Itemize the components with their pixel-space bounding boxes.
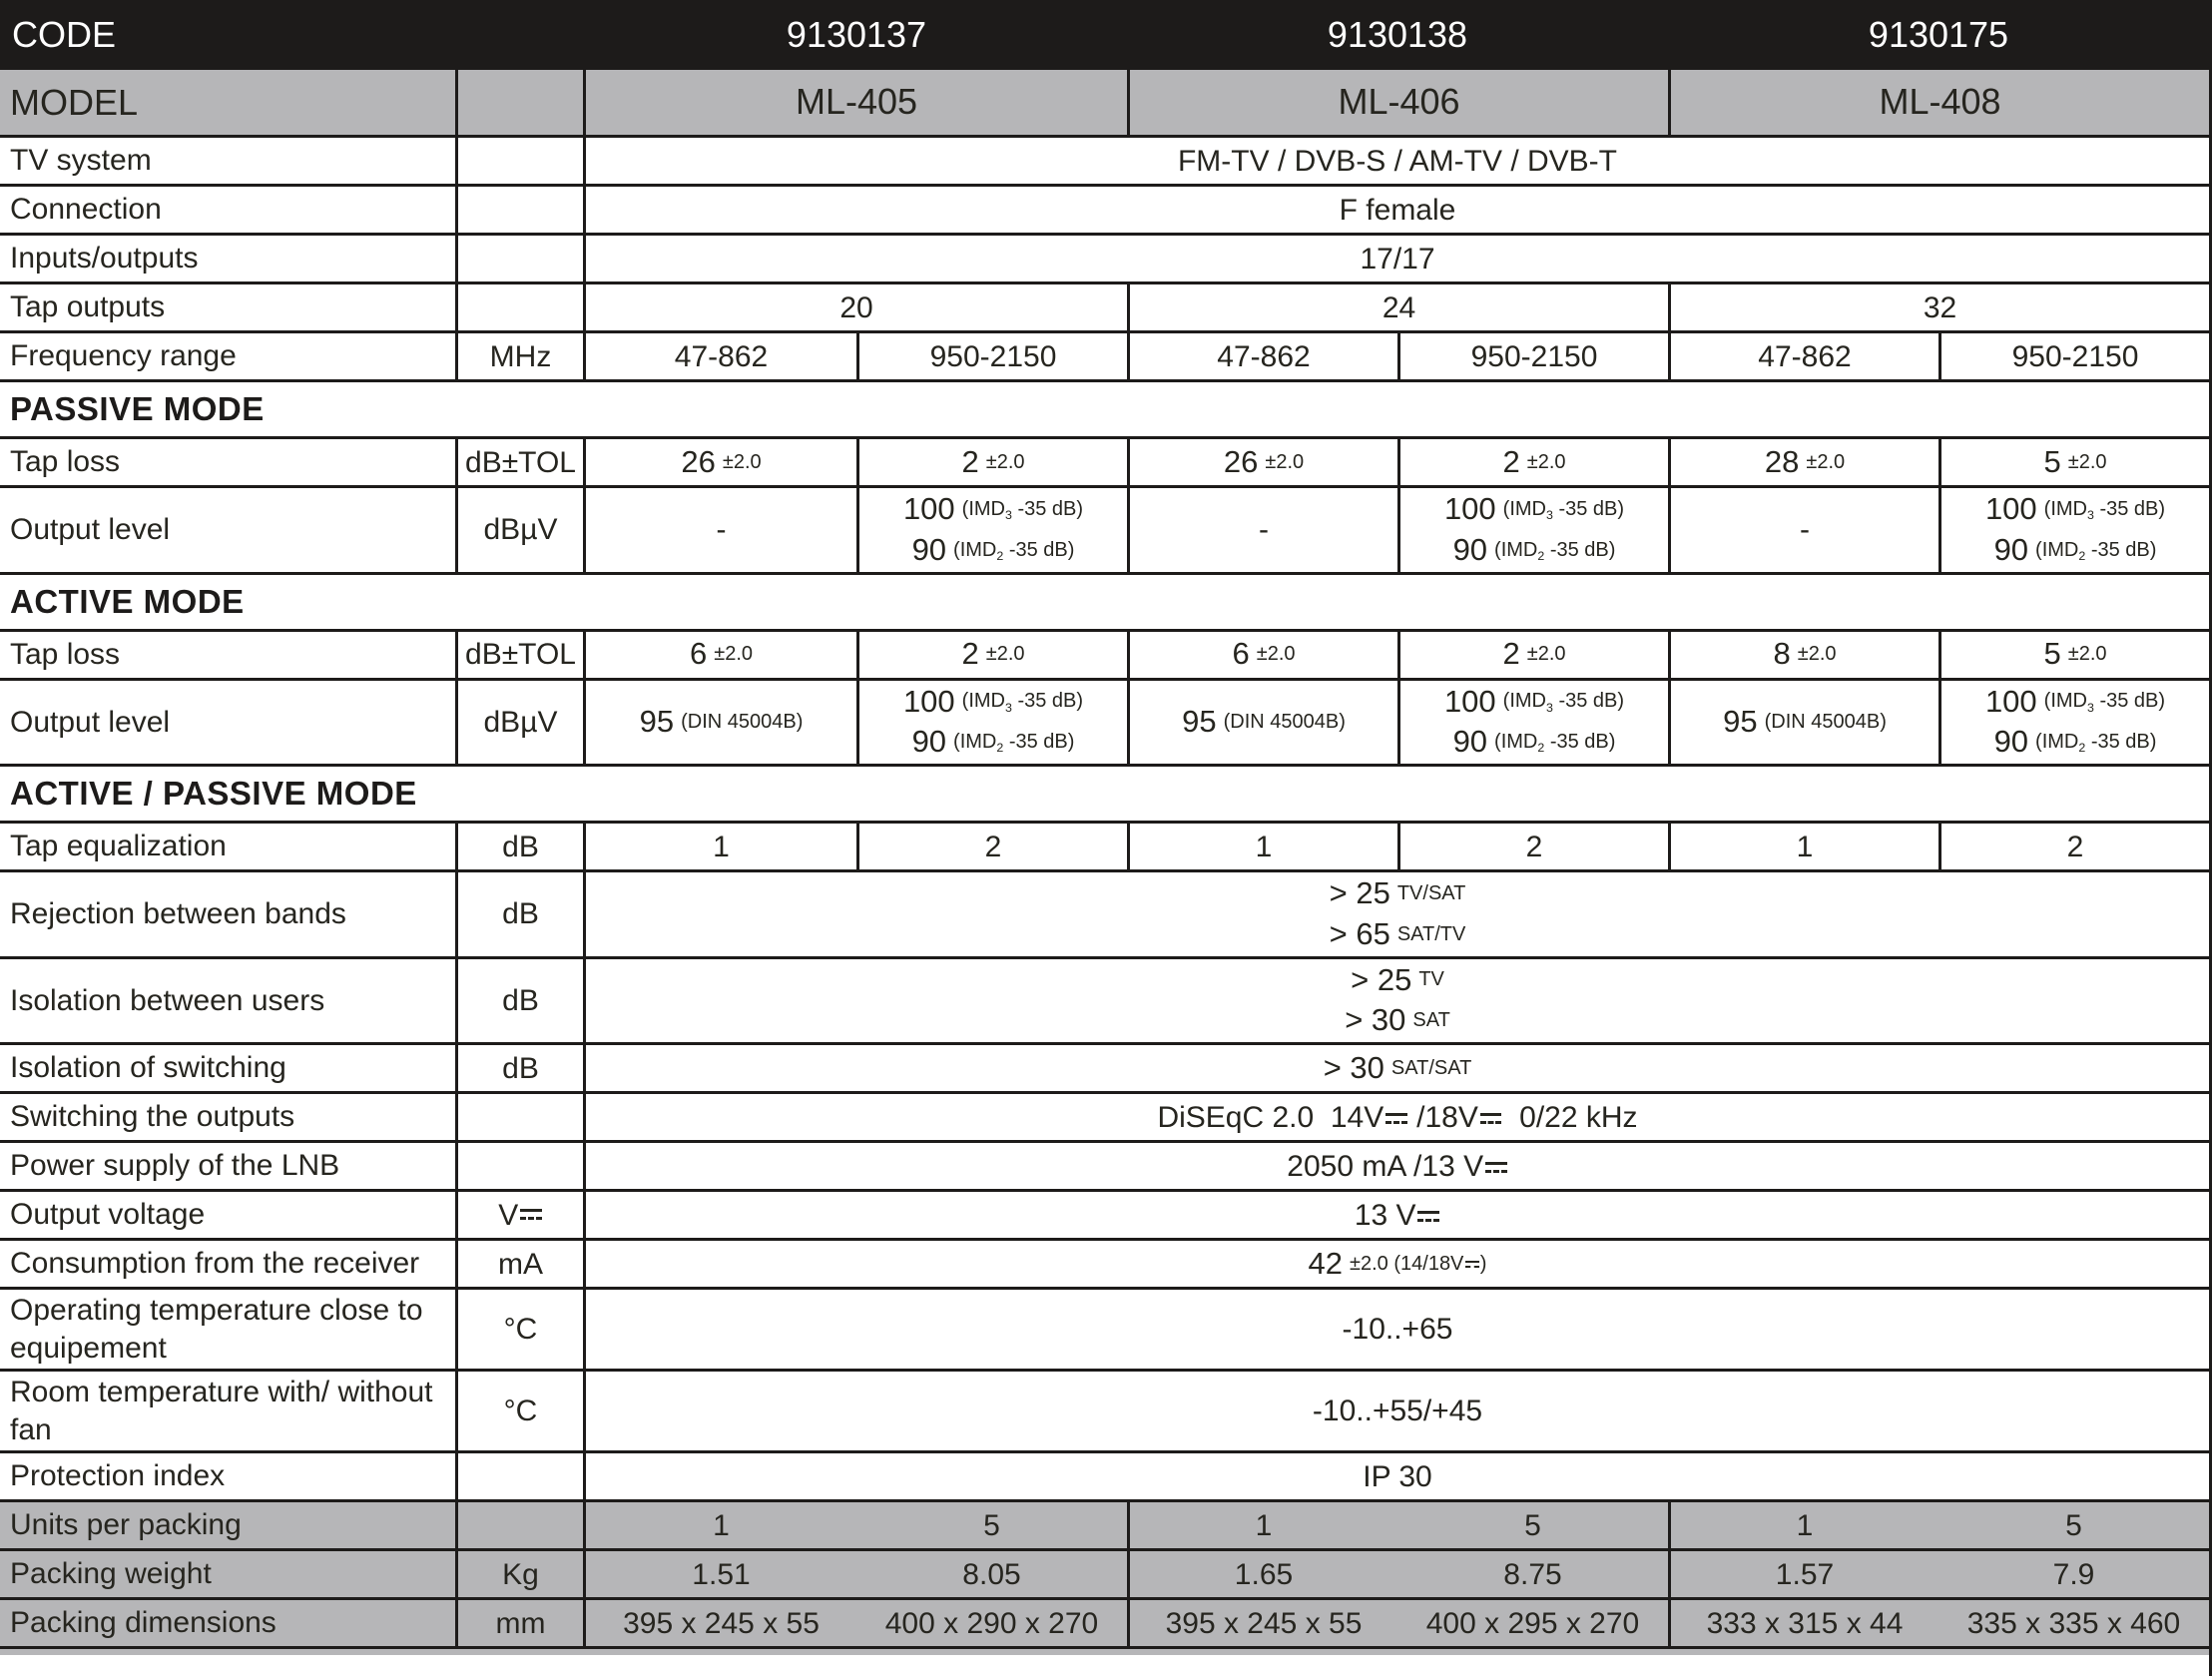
row-label: Tap loss [0, 632, 458, 678]
value-cell [856, 439, 1127, 485]
row-unit: dB [458, 872, 586, 956]
value-cell [856, 1600, 1127, 1646]
cell-line: 100 ($IMD_3$ -35 dB) [902, 683, 1084, 719]
value-cell [1938, 439, 2209, 485]
cell-text: 20 [839, 290, 873, 324]
cell-text: 1 [1255, 1508, 1273, 1542]
row-packing-dimensions [0, 1600, 2209, 1649]
cell-line: 90 ($IMD_2$ -35 dB) [911, 724, 1075, 760]
value-cell [1938, 1502, 2209, 1548]
cell-text: FM-TV / DVB-S / AM-TV / DVB-T [1177, 144, 1617, 178]
value-cell [1938, 1600, 2209, 1646]
code-header-row [0, 0, 2209, 70]
cell-text: 5 [1524, 1508, 1541, 1542]
cell-text: 5 [983, 1508, 1000, 1542]
value-cell [1127, 632, 1397, 678]
cell-stack [1330, 874, 1466, 954]
value-cell [1938, 488, 2209, 572]
value-cell [856, 1502, 1127, 1548]
row-unit: mA [458, 1241, 586, 1287]
cell-text: 2 [1525, 830, 1543, 863]
row-label: Room temperature with/ without fan [0, 1372, 458, 1450]
cell-text: IP 30 [1363, 1459, 1432, 1493]
value-cell [586, 439, 856, 485]
cell-text: 1 [713, 830, 730, 863]
row-rejection-between-bands [0, 872, 2209, 959]
row-tap-loss [0, 632, 2209, 681]
row-unit: dBµV [458, 681, 586, 765]
cell-text: 17/17 [1360, 242, 1435, 276]
value-cell [586, 138, 2209, 184]
value-cell [1127, 1600, 1397, 1646]
row-unit [458, 1094, 586, 1140]
row-unit: V [458, 1192, 586, 1238]
cell-text: 8.05 [962, 1557, 1021, 1591]
row-label: Operating temperature close to equipement [0, 1290, 458, 1369]
value-cell [586, 824, 856, 869]
cell-text: F female [1339, 193, 1456, 227]
value-cell [1127, 439, 1397, 485]
value-cell [1397, 439, 1668, 485]
cell-stack [1444, 490, 1624, 570]
row-unit: dB [458, 1045, 586, 1091]
section-title: PASSIVE MODE [10, 390, 265, 427]
row-unit: dB±TOL [458, 632, 586, 678]
value-cell [856, 333, 1127, 379]
value-cell [586, 1290, 2209, 1369]
value-cell [1397, 488, 1668, 572]
row-unit [458, 187, 586, 233]
value-cell [1127, 681, 1397, 765]
row-packing-weight [0, 1551, 2209, 1600]
value-cell [586, 1192, 2209, 1238]
value-cell [586, 959, 2209, 1043]
cell-line: > 30 SAT/SAT [1323, 1049, 1472, 1085]
cell-text: 5 [2065, 1508, 2082, 1542]
cell-line: 8 ±2.0 [1773, 636, 1837, 672]
cell-line: 100 ($IMD_3$ -35 dB) [1443, 491, 1625, 526]
value-cell [1127, 333, 1397, 379]
value-cell [1397, 333, 1668, 379]
row-unit [458, 1453, 586, 1499]
row-label: Isolation between users [0, 959, 458, 1043]
row-unit: Kg [458, 1551, 586, 1597]
cell-line: 90 ($IMD_2$ -35 dB) [1993, 531, 2157, 567]
value-cell [1668, 439, 1938, 485]
row-inputs-outputs [0, 236, 2209, 284]
code-value-ml405: 9130137 [786, 13, 927, 55]
value-cell [1397, 1502, 1668, 1548]
value-cell [1668, 1600, 1938, 1646]
value-cell [1397, 1600, 1668, 1646]
value-cell [856, 1551, 1127, 1597]
value-cell [586, 1453, 2209, 1499]
row-label: Tap loss [0, 439, 458, 485]
cell-text: 333 x 315 x 44 [1706, 1606, 1904, 1640]
value-cell [586, 1143, 2209, 1189]
cell-text: 2 [984, 830, 1002, 863]
cell-stack [1985, 490, 2165, 570]
row-room-temperature-with-without-fan [0, 1372, 2209, 1453]
row-label: Connection [0, 187, 458, 233]
cell-line: 28 ±2.0 [1764, 443, 1846, 479]
row-output-voltage [0, 1192, 2209, 1241]
row-label: Switching the outputs [0, 1094, 458, 1140]
row-label: Consumption from the receiver [0, 1241, 458, 1287]
value-cell [586, 333, 856, 379]
dc-symbol [520, 1208, 542, 1223]
cell-line: 42 ±2.0 (14/18V ) [1308, 1245, 1487, 1281]
row-label: Output level [0, 488, 458, 572]
value-cell [586, 632, 856, 678]
section-title: ACTIVE / PASSIVE MODE [10, 775, 417, 812]
cell-line: > 30 SAT [1345, 1002, 1450, 1038]
value-cell [1397, 824, 1668, 869]
cell-line: > 25 TV [1351, 961, 1444, 997]
cell-text: 1.51 [692, 1557, 751, 1591]
cell-line: 95 (DIN 45004B) [1723, 703, 1887, 739]
cell-text: 1.57 [1775, 1557, 1835, 1591]
cell-text: 32 [1923, 290, 1957, 324]
cell-line: 2 ±2.0 [961, 636, 1025, 672]
dc-symbol [1465, 1260, 1479, 1270]
value-cell [1668, 1502, 1938, 1548]
code-value-ml406: 9130138 [1327, 13, 1468, 55]
row-label: Units per packing [0, 1502, 458, 1548]
model-row-label: MODEL [0, 70, 458, 135]
value-cell [1127, 284, 1668, 330]
row-consumption-from-the-receiver [0, 1241, 2209, 1290]
cell-line: 100 ($IMD_3$ -35 dB) [902, 491, 1084, 526]
cell-text: 24 [1382, 290, 1416, 324]
row-label: Output level [0, 681, 458, 765]
model-header-row [0, 70, 2209, 138]
cell-line: 90 ($IMD_2$ -35 dB) [911, 531, 1075, 567]
row-unit [458, 1502, 586, 1548]
cell-line: 100 ($IMD_3$ -35 dB) [1443, 683, 1625, 719]
row-unit [458, 138, 586, 184]
row-operating-temperature-close-to-equipement [0, 1290, 2209, 1372]
row-units-per-packing [0, 1502, 2209, 1551]
row-label: Isolation of switching [0, 1045, 458, 1091]
value-cell [1668, 1551, 1938, 1597]
row-unit: mm [458, 1600, 586, 1646]
cell-text: DiSEqC 2.0 14V /18V 0/22 kHz [1157, 1100, 1638, 1134]
cell-stack [903, 490, 1083, 570]
row-unit: dBµV [458, 488, 586, 572]
cell-line: 2 ±2.0 [961, 443, 1025, 479]
row-unit [458, 284, 586, 330]
value-cell [586, 284, 1127, 330]
value-cell [586, 1094, 2209, 1140]
section-passive-mode [0, 382, 2209, 439]
dc-symbol [1417, 1210, 1439, 1225]
row-unit [458, 236, 586, 281]
row-label: Power supply of the LNB [0, 1143, 458, 1189]
row-tap-loss [0, 439, 2209, 488]
value-cell [1668, 681, 1938, 765]
cell-text: 1 [713, 1508, 730, 1542]
cell-text: 1 [1796, 1508, 1814, 1542]
cell-text: - [1259, 513, 1269, 547]
row-frequency-range [0, 333, 2209, 382]
row-label: Output voltage [0, 1192, 458, 1238]
code-row-label: CODE [12, 13, 117, 55]
row-unit: °C [458, 1372, 586, 1450]
row-protection-index [0, 1453, 2209, 1502]
cell-stack [903, 683, 1083, 763]
value-cell [856, 824, 1127, 869]
value-cell [1127, 1551, 1397, 1597]
row-isolation-between-users [0, 959, 2209, 1046]
cell-line: 90 ($IMD_2$ -35 dB) [1452, 724, 1616, 760]
value-cell [1938, 681, 2209, 765]
cell-line: 100 ($IMD_3$ -35 dB) [1984, 683, 2166, 719]
cell-line: 95 (DIN 45004B) [639, 703, 804, 739]
cell-text: 400 x 295 x 270 [1425, 1606, 1640, 1640]
cell-text: 335 x 335 x 460 [1966, 1606, 2181, 1640]
value-cell [1397, 681, 1668, 765]
value-cell [1938, 333, 2209, 379]
cell-line: 90 ($IMD_2$ -35 dB) [1993, 724, 2157, 760]
value-cell [1938, 824, 2209, 869]
section-active-passive-mode [0, 767, 2209, 824]
row-unit: dB [458, 959, 586, 1043]
cell-text: 395 x 245 x 55 [1165, 1606, 1363, 1640]
value-cell [1127, 1502, 1397, 1548]
row-label: Packing dimensions [0, 1600, 458, 1646]
cell-text: 1 [1796, 830, 1814, 863]
row-label: Tap outputs [0, 284, 458, 330]
value-cell [1938, 632, 2209, 678]
row-switching-the-outputs [0, 1094, 2209, 1143]
cell-text: 47-862 [674, 339, 769, 373]
row-tap-outputs [0, 284, 2209, 333]
value-cell [1668, 824, 1938, 869]
row-connection [0, 187, 2209, 236]
model-name-ml406: ML-406 [1127, 70, 1668, 135]
cell-text: - [716, 513, 727, 547]
code-value-ml408: 9130175 [1868, 13, 2009, 55]
row-output-level [0, 681, 2209, 768]
cell-text: 950-2150 [929, 339, 1057, 373]
value-cell [586, 1372, 2209, 1450]
value-cell [1668, 632, 1938, 678]
section-active-mode [0, 575, 2209, 632]
cell-text: -10..+65 [1342, 1313, 1453, 1346]
row-label: Frequency range [0, 333, 458, 379]
value-cell [1938, 1551, 2209, 1597]
cell-text: 2 [2066, 830, 2084, 863]
model-name-ml405: ML-405 [795, 81, 918, 123]
spec-rows [0, 138, 2209, 1649]
cell-text: 950-2150 [2011, 339, 2139, 373]
cell-text: - [1800, 513, 1810, 547]
value-cell [1668, 488, 1938, 572]
row-power-supply-of-the-lnb [0, 1143, 2209, 1192]
value-cell [1397, 1551, 1668, 1597]
row-unit [458, 1143, 586, 1189]
cell-text: 47-862 [1217, 339, 1311, 373]
cell-text: 395 x 245 x 55 [623, 1606, 820, 1640]
row-unit: dB [458, 824, 586, 869]
section-title: ACTIVE MODE [10, 582, 245, 620]
row-label: Packing weight [0, 1551, 458, 1597]
cell-stack [1444, 683, 1624, 763]
dc-symbol [1385, 1112, 1407, 1127]
value-cell [586, 187, 2209, 233]
row-unit: MHz [458, 333, 586, 379]
cell-text: -10..+55/+45 [1312, 1395, 1483, 1427]
row-tv-system [0, 138, 2209, 187]
row-isolation-of-switching [0, 1045, 2209, 1094]
cell-text: 47-862 [1758, 339, 1852, 373]
value-cell [586, 1502, 856, 1548]
cell-line: 100 ($IMD_3$ -35 dB) [1984, 491, 2166, 526]
row-label: Rejection between bands [0, 872, 458, 956]
cell-line: 95 (DIN 45004B) [1182, 703, 1346, 739]
dc-symbol [1480, 1112, 1502, 1127]
bottom-strip [0, 1649, 2209, 1655]
row-tap-equalization [0, 824, 2209, 872]
value-cell [586, 1600, 856, 1646]
value-cell [586, 1241, 2209, 1287]
cell-text: 13 V [1355, 1196, 1440, 1235]
model-row-unit-cell [458, 70, 586, 135]
row-label: Protection index [0, 1453, 458, 1499]
value-cell [1397, 632, 1668, 678]
model-name-ml408: ML-408 [1668, 70, 2209, 135]
value-cell [586, 488, 856, 572]
value-cell [856, 488, 1127, 572]
cell-text: 1.65 [1234, 1557, 1294, 1591]
value-cell [856, 632, 1127, 678]
cell-line: 6 ±2.0 [1232, 636, 1296, 672]
value-cell [586, 1551, 856, 1597]
cell-text: 400 x 290 x 270 [884, 1606, 1099, 1640]
cell-text: 7.9 [2052, 1557, 2095, 1591]
row-label: Tap equalization [0, 824, 458, 869]
value-cell [586, 681, 856, 765]
cell-line: > 25 TV/SAT [1329, 875, 1466, 910]
row-unit: dB±TOL [458, 439, 586, 485]
cell-text: 1 [1255, 830, 1273, 863]
cell-line: > 65 SAT/TV [1329, 915, 1466, 951]
value-cell [1668, 284, 2209, 330]
cell-text: 2050 mA /13 V [1287, 1147, 1507, 1186]
value-cell [856, 681, 1127, 765]
cell-stack [1345, 961, 1450, 1041]
value-cell [586, 236, 2209, 281]
row-label: Inputs/outputs [0, 236, 458, 281]
dc-symbol [1485, 1161, 1507, 1176]
row-unit: °C [458, 1290, 586, 1369]
cell-line: 5 ±2.0 [2043, 443, 2107, 479]
cell-text: 8.75 [1503, 1557, 1562, 1591]
value-cell [1127, 488, 1397, 572]
cell-line: 2 ±2.0 [1502, 443, 1566, 479]
cell-line: 5 ±2.0 [2043, 636, 2107, 672]
row-label: TV system [0, 138, 458, 184]
value-cell [1127, 824, 1397, 869]
cell-stack [1985, 683, 2165, 763]
cell-line: 2 ±2.0 [1502, 636, 1566, 672]
cell-line: 26 ±2.0 [1223, 443, 1305, 479]
cell-line: 90 ($IMD_2$ -35 dB) [1452, 531, 1616, 567]
cell-text: 950-2150 [1470, 339, 1598, 373]
value-cell [586, 1045, 2209, 1091]
cell-line: 26 ±2.0 [681, 443, 762, 479]
row-output-level [0, 488, 2209, 575]
cell-line: 6 ±2.0 [689, 636, 754, 672]
value-cell [586, 872, 2209, 956]
value-cell [1668, 333, 1938, 379]
